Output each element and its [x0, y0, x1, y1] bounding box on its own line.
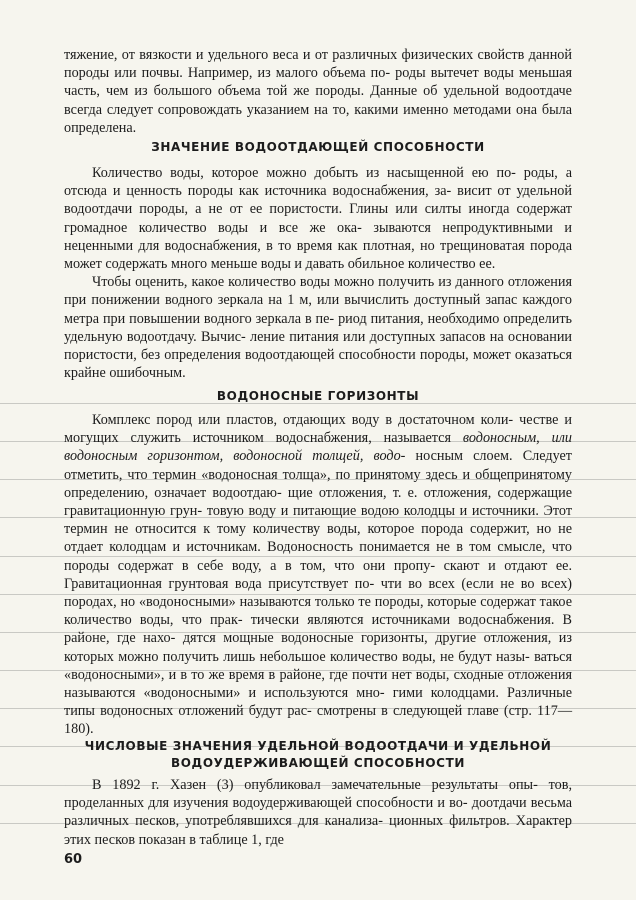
text-line: щие отложения, т. е. отложения, содержащие гравитационную грун-	[64, 484, 572, 520]
text-line: меньше воды и давать обильное количество ее.	[210, 256, 496, 273]
text-line: свойств данной породы или почвы. Например, из малого объема по-	[64, 47, 572, 82]
section-heading-line: ВОДОУДЕРЖИВАЮЩЕЙ СПОСОБНОСТИ	[170, 756, 466, 770]
text-line: Количество воды, которое можно добыть из насыщенной ею по-	[92, 165, 516, 181]
text-line: товую воду и питающие водою колодцы и источники. Этот термин не	[64, 503, 573, 538]
text-line: тов, проделанных для изучения водоудерживающей способности и во-	[64, 777, 573, 812]
text-line: честве и могущих служить источником водоснабжения, называется	[64, 412, 572, 447]
text-line: или силты иногда содержат громадное количество воды и все же ока-	[64, 201, 573, 236]
section-heading: ЗНАЧЕНИЕ ВОДООТДАЮЩЕЙ СПОСОБНОСТИ	[151, 140, 485, 154]
section-heading-line: ЧИСЛОВЫЕ ЗНАЧЕНИЯ УДЕЛЬНОЙ ВОДООТДАЧИ И УДЕЛЬНОЙ	[84, 739, 552, 753]
text-line: доотдачи весьма различных песков, употреблявшихся для канализа-	[64, 795, 573, 830]
section-heading	[64, 738, 572, 772]
text-line: указанием на то, какими именно методами она была определена.	[64, 101, 572, 136]
text-line: дятся мощные водоносные горизонты, другие отложения, из которых	[64, 630, 573, 665]
text-line: можно получить лишь небольшое количество воды, не будут назы-	[118, 648, 530, 665]
intro-paragraph	[64, 46, 572, 137]
text-line: смысле, что породы содержат в себе воду, а в том, что они пропу-	[64, 539, 572, 574]
text-line: Чтобы оценить, какое количество воды можно получить из данного	[92, 274, 504, 291]
text-line: висит от удельной водоотдачи породы, а не от ее пористости. Глины	[64, 183, 572, 218]
text-line: Комплекс пород или пластов, отдающих воду в достаточном коли-	[92, 412, 514, 428]
paragraph	[64, 46, 572, 137]
text-line: чти во всех (если не во всех) породах, но «водоносными» называются	[64, 575, 573, 611]
paragraph	[64, 776, 572, 849]
text-line: крайне ошибочным.	[64, 365, 186, 382]
text-line: роды, а отсюда и ценность породы как источника водоснабжения, за-	[64, 165, 573, 200]
section-heading: ВОДОНОСНЫЕ ГОРИЗОНТЫ	[216, 389, 420, 403]
text-line: отложения при понижении водного зеркала на 1 м, или вычислить	[64, 274, 573, 309]
paragraph	[64, 273, 572, 382]
text-line: доступный запас каждого метра при повышении водного зеркала в пе-	[64, 292, 572, 327]
section-body	[64, 411, 572, 739]
text-line: относится к тому количеству воды, которое порода содержит, но не	[135, 521, 572, 538]
paragraph	[64, 164, 572, 273]
section-body	[64, 164, 572, 382]
text-line: принятому здесь и общепринятому определению, означает водоотдаю-	[64, 466, 572, 501]
paragraph	[64, 411, 572, 739]
text-line: носным слоем. Следует отметить, что термин «водоносная толща», по	[64, 448, 572, 483]
text-line: определения водоотдающей способности породы, может оказаться	[164, 347, 572, 364]
text-line-italic: водоносным, или водоносным горизонтом, водоносной толщей, водо-	[64, 430, 572, 465]
text-line: В 1892 г. Хазен (3) опубликовал замечательные результаты опы-	[92, 777, 538, 793]
text-line: сходные отложения называются «водоносными» и используются мно-	[64, 666, 573, 702]
text-line: роды вытечет воды меньшая часть, чем из большого объема той же	[64, 65, 572, 100]
text-line: отдает колодцам и источникам. Водоносность понимается не в том	[64, 539, 492, 556]
text-line: смотрены в следующей главе (стр. 117—180).	[64, 703, 573, 738]
text-line: риод питания, необходимо определить удельную водоотдачу. Вычис-	[64, 310, 573, 345]
text-line: зываются непродуктивными и неценными для водоснабжения, в то	[64, 219, 572, 254]
text-line: ваться «водоносными», и в то же время в районе, где почти нет воды,	[64, 648, 572, 683]
text-line: гими колодцами. Различные типы водоносных отложений будут рас-	[64, 685, 572, 720]
text-line: ление питания или доступных запасов на основании пористости, без	[64, 328, 573, 364]
section-body	[64, 776, 572, 849]
text-line: тически являются источниками водоснабжения. В районе, где нахо-	[64, 612, 573, 647]
text-line: только те породы, которые содержат такое количество воды, что прак-	[64, 594, 572, 629]
text-line: породы. Данные об удельной водоотдаче всегда следует сопровождать	[64, 83, 572, 118]
text-line: время как плотная, но трещиноватая порода может содержать много	[64, 237, 572, 273]
page-number: 60	[64, 852, 83, 867]
text-line: ционных фильтров. Характер этих песков показан в таблице 1, где	[64, 813, 572, 848]
text-line: скают и отдают ее. Гравитационная грунтовая вода присутствует по-	[64, 557, 573, 592]
text-line: тяжение, от вязкости и удельного веса и от различных физических	[64, 47, 474, 63]
